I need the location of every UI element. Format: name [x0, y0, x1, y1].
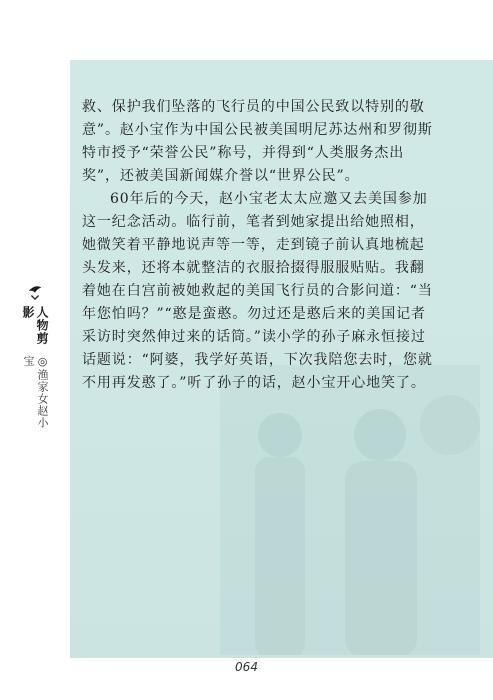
- section-subtitle: ◎渔家女赵小宝: [22, 354, 49, 429]
- bird-ornament-icon: [26, 282, 44, 302]
- paragraph: 60年后的今天，赵小宝老太太应邀又去美国参加这一纪念活动。临行前，笔者到她家提出给她照相，她微笑着平静地说声等一等，走到镜子前认真地梳起头发来，还将本就整洁的衣服拾掇得服服贴贴。我翻着她在白宫前被她救起的美国飞行员的合影问道：“当年您怕吗？”“憨是蛮憨。勿过还是憨后来的美国记者采访时突然伸过来的话筒。”读小学的孙子麻永恒接过话题说：“阿婆，我学好英语，下次我陪您去时，您就不用再发憨了。”听了孙子的话，赵小宝开心地笑了。: [82, 191, 433, 391]
- section-title: 人物剪影: [21, 305, 49, 345]
- section-sidebar: [21, 282, 49, 432]
- body-text: [82, 96, 434, 395]
- faded-photo-background: [220, 365, 480, 655]
- page-number: 064: [235, 660, 258, 674]
- paragraph: 救、保护我们坠落的飞行员的中国公民致以特别的敬意”。赵小宝作为中国公民被美国明尼苏达州和罗彻斯特市授予“荣誉公民”称号，并得到“人类服务杰出奖”，还被美国新闻媒介誉以“世界公民”。: [82, 99, 433, 184]
